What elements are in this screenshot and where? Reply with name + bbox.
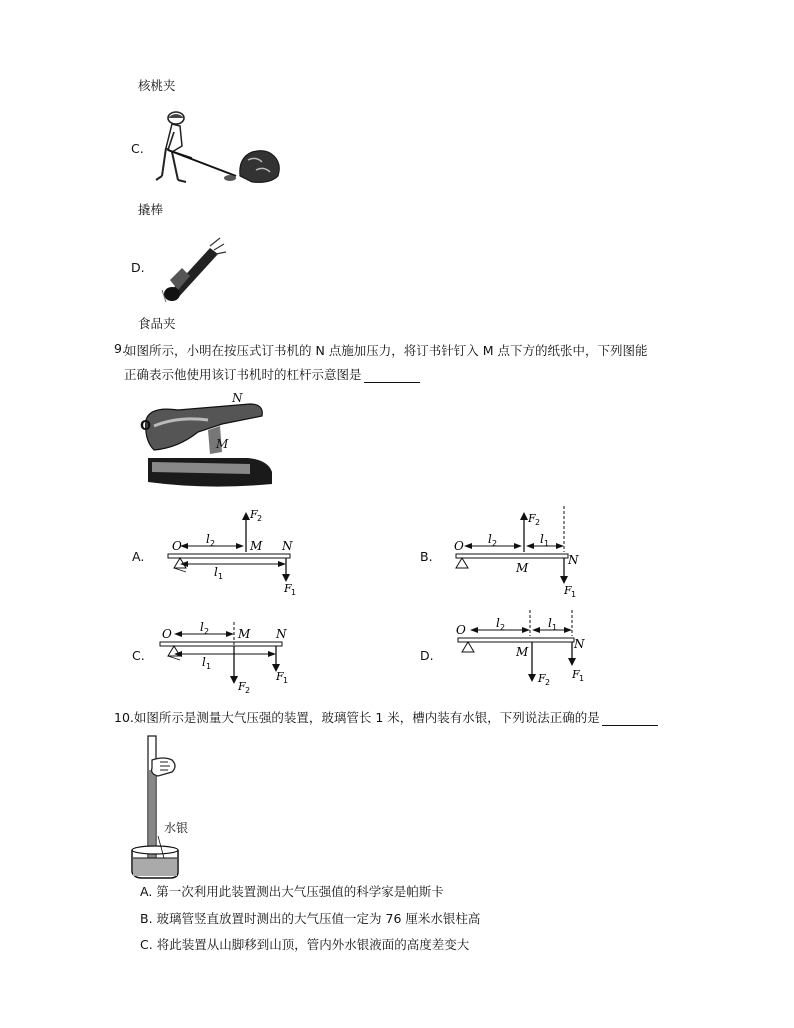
q10-option-c [140,935,469,953]
q9-d-label-f1-sub: 1 [579,674,585,683]
q9-option-b-diagram [448,506,598,600]
stapler-label-o: O [140,419,152,434]
q9-a-label-f2-sub: 2 [257,514,263,523]
q9-c-label-l1: l [202,655,206,669]
q10-option-a-text: 第一次利用此装置测出大气压强值的科学家是帕斯卡 [156,884,444,899]
option-d-label: D. [131,260,145,275]
q9-d-label-l2-sub: 2 [500,623,506,632]
caption-walnut-cracker: 核桃夹 [138,78,176,93]
q10-option-b [140,909,480,927]
q9-b-label-f2-sub: 2 [535,518,541,527]
stapler-label-n: N [232,391,243,405]
q9-b-label-f2: F [528,512,536,525]
food-tongs-figure [160,232,230,304]
q9-d-label-m: M [516,645,529,659]
q9-text-line2 [124,365,420,383]
q9-number: 9. [114,341,126,356]
q10-option-b-text: 玻璃管竖直放置时测出的大气压值一定为 76 厘米水银柱高 [156,911,481,926]
q9-c-label-f2-sub: 2 [245,686,251,695]
q10-number: 10. [114,710,134,725]
answer-blank [602,713,658,726]
q9-a-label-m: M [250,539,263,553]
q9-option-b-label: B. [420,549,433,564]
q9-option-a-diagram [160,506,310,598]
q9-c-label-n: N [276,627,287,641]
q9-a-label-l1-sub: 1 [218,572,224,581]
q9-a-label-n: N [282,539,293,553]
q10-option-c-text: 将此装置从山脚移到山顶，管内外水银液面的高度差变大 [156,937,470,952]
q9-d-label-l1-sub: 1 [552,623,558,632]
option-c-label: C. [131,141,144,156]
q9-c-label-f1-sub: 1 [283,676,289,685]
q9-c-label-l2-sub: 2 [204,627,210,636]
q9-b-label-l1-sub: 1 [544,539,550,548]
q9-d-label-f1: F [572,668,580,681]
q9-d-label-l2: l [496,616,500,630]
q9-c-label-o: O [162,627,172,641]
answer-blank [364,370,420,383]
q9-d-label-f2: F [538,672,546,685]
q10-text: 如图所示是测量大气压强的装置，玻璃管长 1 米，槽内装有水银，下列说法正确的是 [133,710,600,725]
torricelli-figure [124,730,214,880]
caption-crowbar: 撬棒 [138,202,164,217]
q9-b-label-l1: l [540,532,544,546]
q9-c-label-l1-sub: 1 [206,662,212,671]
q9-a-label-f2: F [250,508,258,521]
q9-c-label-f2: F [238,680,246,693]
q9-d-label-o: O [456,623,466,637]
crowbar-figure [152,106,288,190]
q10-option-c-label: C. [140,937,153,952]
q9-a-label-l2: l [206,532,210,546]
caption-food-tongs: 食品夹 [138,316,176,331]
q9-a-label-l2-sub: 2 [210,539,216,548]
q9-text-line2-content: 正确表示他使用该订书机时的杠杆示意图是 [124,367,362,382]
q9-c-label-m: M [238,627,251,641]
q9-option-c-diagram [152,616,302,696]
q9-option-d-diagram [452,608,602,696]
q9-c-label-f1: F [276,670,284,683]
q10-option-b-label: B. [140,911,153,926]
q10-option-a [140,882,444,900]
q9-b-label-f1: F [564,584,572,597]
stapler-figure [138,390,278,492]
mercury-label: 水银 [164,821,189,835]
q10-line [114,708,658,726]
q9-a-label-f1: F [284,582,292,595]
q9-c-label-l2: l [200,620,204,634]
q9-b-label-o: O [454,539,464,553]
q9-option-a-label: A. [132,549,145,564]
q10-option-a-label: A. [140,884,153,899]
q9-a-label-o: O [172,539,182,553]
q9-b-label-m: M [516,561,529,575]
stapler-label-m: M [216,437,229,451]
q9-option-c-label: C. [132,648,145,663]
q9-text-line1: 如图所示，小明在按压式订书机的 N 点施加压力，将订书针钉入 M 点下方的纸张中，下列图能 [124,343,648,358]
q9-b-label-l2: l [488,532,492,546]
q9-d-label-f2-sub: 2 [545,678,551,687]
q9-a-label-f1-sub: 1 [291,588,297,597]
q9-d-label-n: N [574,637,585,651]
q9-option-d-label: D. [420,648,434,663]
q9-b-label-f1-sub: 1 [571,590,577,599]
q9-b-label-n: N [568,553,579,567]
q9-a-label-l1: l [214,565,218,579]
q9-b-label-l2-sub: 2 [492,539,498,548]
q9-d-label-l1: l [548,616,552,630]
